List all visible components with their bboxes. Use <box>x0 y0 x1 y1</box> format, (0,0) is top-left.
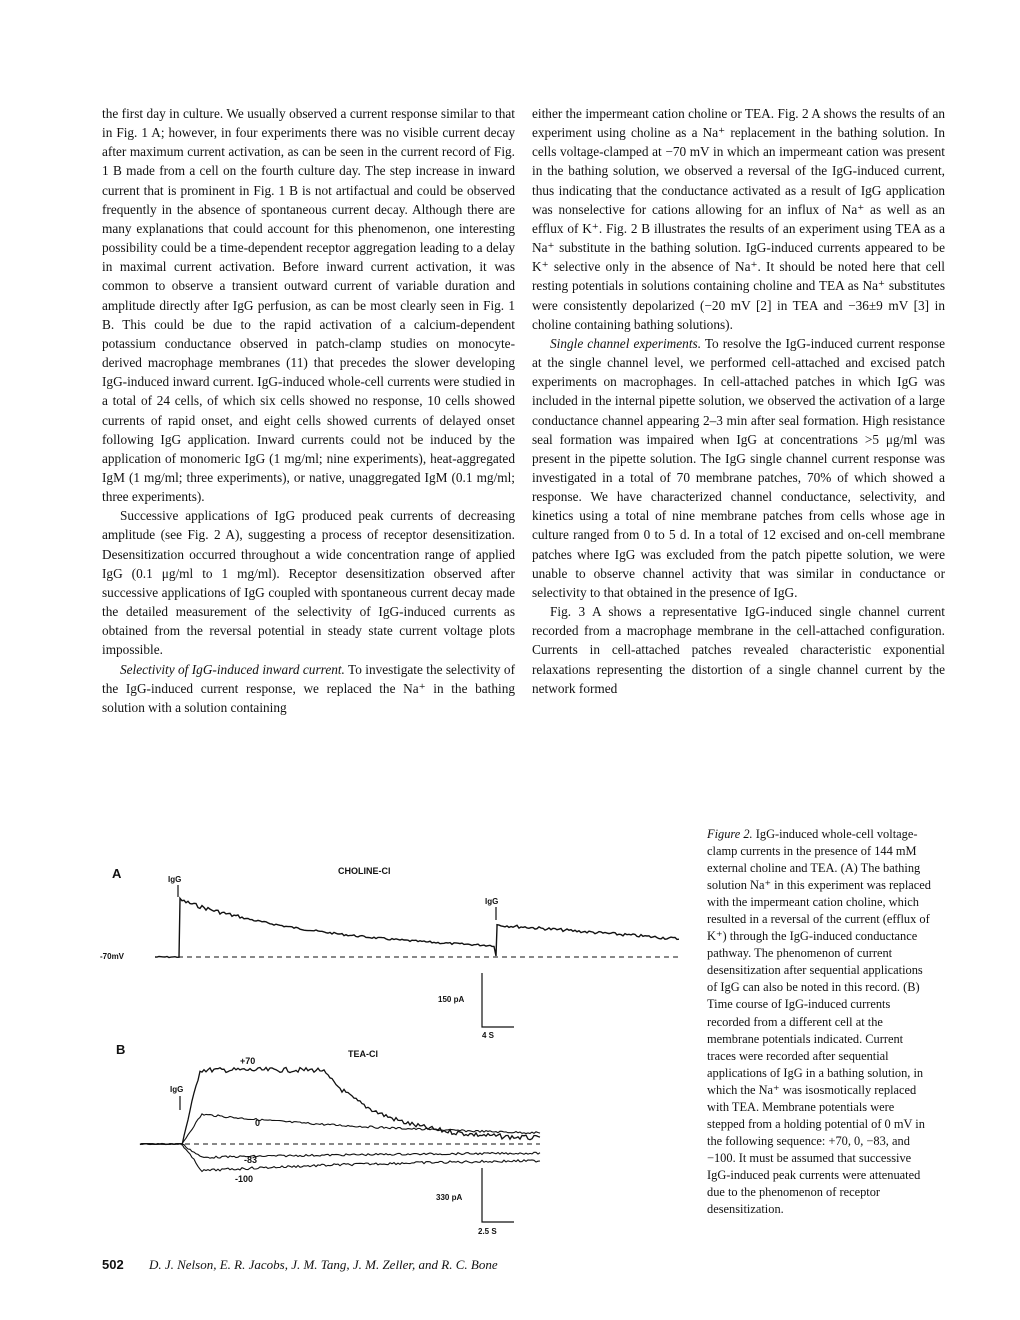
panel-b-trace-minus83 <box>140 1144 540 1159</box>
right-paragraph-3: Fig. 3 A shows a representative IgG-induced single channel current recorded from a macrophage membrane in the cell-attached configuration. Currents in cell-attached patches revealed characteristic exponential relaxations representing the distortion of a single channel current by the network formed <box>532 604 945 696</box>
single-channel-heading: Single channel experiments. <box>550 335 702 351</box>
page-number: 502 <box>102 1257 124 1272</box>
left-paragraph-1: the first day in culture. We usually observed a current response similar to that in Fig. 1 A; however, in four experiments there was no visible current decay after maximum current activation, as can be seen in the current record of Fig. 1 B made from a cell on the fourth culture day. The step increase in inward current that is prominent in Fig. 1 B is not artifactual and could be observed frequently in the absence of spontaneous current decay. Although there are many explanations that could account for this phenomenon, one interesting possibility could be a time-dependent receptor aggregation leading to a delay in maximal current activation. Before inward current activation, it was common to observe a transient outward current of variable duration and amplitude directly after IgG perfusion, as can be most clearly seen in Fig. 1 B. This could be due to the rapid activation of a calcium-dependent potassium conductance observed in patch-clamp studies on monocyte-derived macrophage membranes (11) that precedes the slower developing IgG-induced inward current. IgG-induced whole-cell currents were studied in a total of 24 cells, of which six cells showed no response, 10 cells showed currents of rapid onset, and eight cells showed currents of delayed onset following IgG application. Inward currents could not be induced by the application of monomeric IgG (1 mg/ml; nine experiments), heat-aggregated IgM (1 mg/ml; three experiments), or native, unaggregated IgM (0.1 mg/ml; three experiments). <box>102 106 515 505</box>
panel-b-voltage-0: 0 <box>255 1118 261 1128</box>
panel-a-holding-label: -70mV <box>100 952 125 961</box>
panel-a-title: CHOLINE-Cl <box>338 866 391 876</box>
author-line: D. J. Nelson, E. R. Jacobs, J. M. Tang, J. M. Zeller, and R. C. Bone <box>148 1257 498 1272</box>
panel-b-trace-plus70 <box>140 1068 540 1146</box>
caption-label: Figure 2. <box>707 827 753 841</box>
page-footer <box>102 1257 498 1273</box>
right-paragraph-1: either the impermeant cation choline or TEA. Fig. 2 A shows the results of an experiment using choline as a Na⁺ replacement in the bathing solution. In cells voltage-clamped at −70 mV in which an impermeant cation was present in the bathing solution, we observed a reversal of the IgG-induced current, thus indicating that the conductance activated as a result of IgG application was nonselective for cations allowing for an influx of Na⁺ as well as an efflux of K⁺. Fig. 2 B illustrates the results of an experiment using TEA as a Na⁺ substitute in the bathing solution. IgG-induced currents appeared to be K⁺ selective only in the absence of Na⁺. It should be noted here that cell resting potentials in solutions containing choline and TEA as Na⁺ substitutes were consistently depolarized (−20 mV [2] in TEA and −36±9 mV [3] in choline containing bathing solutions). <box>532 106 945 332</box>
panel-b-trace-minus100 <box>140 1144 540 1172</box>
panel-b-voltage-minus100: -100 <box>235 1174 254 1184</box>
left-paragraph-3-text: To investigate the selectivity of the IgG-induced current response, we replaced the Na⁺ in the bathing solution with a solution containing <box>102 661 515 715</box>
panel-a-scale-bar <box>482 973 514 1027</box>
panel-b-scale-time: 2.5 S <box>478 1227 497 1236</box>
panel-a-scale-time: 4 S <box>482 1031 495 1040</box>
panel-a-igg-1: IgG <box>168 875 182 884</box>
right-column <box>532 104 945 698</box>
caption-text: IgG-induced whole-cell voltage-clamp currents in the presence of 144 mM external choline and TEA. (A) The bathing solution Na⁺ in this experiment was replaced with the impermeant cation choline, which resulted in a reversal of the current (efflux of K⁺) through the IgG-induced conductance pathway. The phenomenon of current desensitization after sequential applications of IgG can also be noted in this record. (B) Time course of IgG-induced currents recorded from a different cell at the membrane potentials indicated. Current traces were recorded after sequential applications of IgG in a bathing solution, in which the Na⁺ was isosmotically replaced with TEA. Membrane potentials were stepped from a holding potential of 0 mV in the following sequence: +70, 0, −83, and −100. It must be assumed that successive IgG-induced peak currents were attenuated due to the phenomenon of receptor desensitization. <box>707 827 932 1217</box>
figure-2-caption <box>707 826 935 1218</box>
panel-a-igg-2: IgG <box>485 897 499 906</box>
right-paragraph-2-text: To resolve the IgG-induced current response at the single channel level, we performed cell-attached and excised patch experiments on macrophages. In cell-attached patches in which IgG was included in the internal pipette solution, we observed the activation of a large conductance channel appearing 2–3 min after seal formation. High resistance seal formation was impaired when IgG at concentrations >5 μg/ml was present in the pipette solution. The IgG single channel current response was investigated in a total of 70 membrane patches, 70% of which showed a response. We have characterized channel conductance, selectivity, and kinetics using a total of nine membrane patches from cells whose age in culture ranged from 0 to 5 d. In a total of 12 excised and on-cell membrane patches where IgG was excluded from the patch pipette solution, we were unable to observe channel activity that was similar in conductance or selectivity to that obtained in the presence of IgG. <box>532 335 945 600</box>
panel-b-voltage-minus83: -83 <box>244 1155 258 1165</box>
figure-2-graphic <box>100 860 690 1240</box>
panel-b-scale-bar <box>482 1168 514 1222</box>
left-paragraph-2: Successive applications of IgG produced peak currents of decreasing amplitude (see Fig. 2 A), suggesting a process of receptor desensitization. Desensitization occurred throughout a wide concentration range of applied IgG (0.1 μg/ml to 1 mg/ml). Receptor desensitization observed after successive applications of IgG coupled with spontaneous current decay made the detailed measurement of the selectivity of IgG-induced currents as obtained from the reversal potential in steady state current voltage plots impossible. <box>102 508 515 658</box>
panel-a-letter: A <box>112 866 122 881</box>
left-paragraph-3 <box>102 660 515 717</box>
panel-b-trace-0 <box>140 1114 540 1145</box>
panel-b-scale-current: 330 pA <box>436 1193 463 1202</box>
right-paragraph-2 <box>532 334 945 602</box>
figure-2 <box>100 860 690 1240</box>
selectivity-heading: Selectivity of IgG-induced inward current. <box>120 661 345 677</box>
panel-b-letter: B <box>116 1042 126 1057</box>
panel-b-title: TEA-Cl <box>348 1049 378 1059</box>
panel-a-current-trace <box>155 898 679 957</box>
panel-a-scale-current: 150 pA <box>438 995 465 1004</box>
panel-b-igg: IgG <box>170 1085 184 1094</box>
panel-b-voltage-plus70: +70 <box>240 1056 256 1066</box>
left-column <box>102 104 515 717</box>
